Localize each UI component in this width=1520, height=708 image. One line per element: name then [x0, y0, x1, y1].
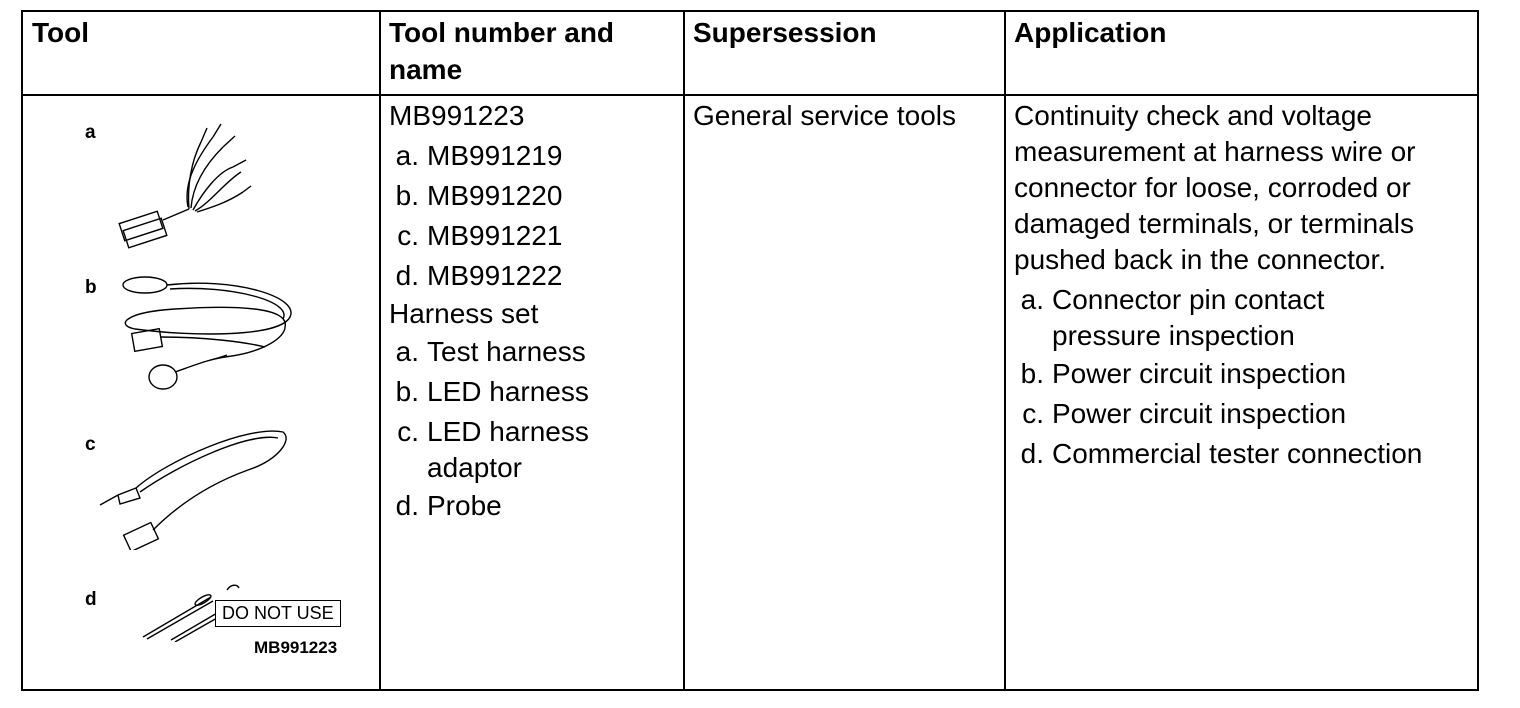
- sub-number-row: [389, 256, 674, 296]
- list-marker: a.: [395, 140, 419, 171]
- sub-name-text: Test harness: [427, 336, 586, 367]
- sub-name-text: LED harness: [427, 376, 589, 407]
- list-marker: b.: [1020, 358, 1044, 389]
- application-item: [1014, 434, 1469, 474]
- list-marker: c.: [1022, 398, 1044, 429]
- application-item-text: Power circuit inspection: [1052, 358, 1347, 389]
- led-harness-adaptor-illustration: [98, 420, 298, 550]
- application-list: [1014, 280, 1469, 474]
- supersession-cell: General service tools: [693, 100, 957, 131]
- led-harness-illustration: [115, 267, 305, 397]
- application-item-text: Power circuit inspection: [1052, 398, 1347, 429]
- column-divider: [683, 12, 685, 689]
- special-tools-table: [21, 10, 1479, 691]
- tool-number-cell: [389, 96, 674, 526]
- sub-number-row: [389, 216, 674, 256]
- application-item-text: Connector pin contact pressure inspection: [1052, 284, 1325, 351]
- sub-number-text: MB991221: [427, 220, 563, 251]
- sub-name-text: LED harness adaptor: [427, 416, 589, 483]
- header-tool-number: Tool number and name: [389, 17, 615, 85]
- list-marker: a.: [1020, 284, 1044, 315]
- sub-number-text: MB991220: [427, 180, 563, 211]
- list-marker: d.: [395, 260, 419, 291]
- column-divider: [379, 12, 381, 689]
- sub-name-row: [389, 372, 674, 412]
- sub-name-row: [389, 412, 674, 486]
- do-not-use-sticker: DO NOT USE: [215, 600, 341, 627]
- sub-number-row: [389, 136, 674, 176]
- list-marker: d.: [395, 490, 419, 521]
- application-item: [1014, 394, 1469, 434]
- list-marker: a.: [395, 336, 419, 367]
- list-marker: b.: [395, 180, 419, 211]
- harness-set-name: Harness set: [389, 298, 539, 329]
- sub-name-text: Probe: [427, 490, 502, 521]
- test-harness-illustration: [103, 112, 253, 252]
- application-item: [1014, 354, 1469, 394]
- application-cell: [1014, 96, 1469, 474]
- header-application: Application: [1014, 17, 1167, 48]
- sub-number-text: MB991219: [427, 140, 563, 171]
- sub-name-row: [389, 332, 674, 372]
- application-intro: Continuity check and voltage measurement at harness wire or connector for loose, corroded or damaged terminals, or terminals pushed back in the connector.: [1014, 100, 1416, 275]
- illustration-letter-b: b: [85, 277, 97, 298]
- column-divider: [1004, 12, 1006, 689]
- list-marker: b.: [395, 376, 419, 407]
- list-marker: c.: [397, 416, 419, 447]
- application-item: [1014, 280, 1469, 354]
- sub-name-row: [389, 486, 674, 526]
- sub-number-text: MB991222: [427, 260, 563, 291]
- list-marker: c.: [397, 220, 419, 251]
- list-marker: d.: [1020, 438, 1044, 469]
- illustration-letter-a: a: [85, 122, 96, 143]
- figure-label: MB991223: [254, 638, 338, 657]
- application-item-text: Commercial tester connection: [1052, 438, 1423, 469]
- header-supersession: Supersession: [693, 17, 877, 48]
- header-tool: Tool: [32, 17, 90, 48]
- tool-number-main: MB991223: [389, 100, 525, 131]
- illustration-letter-d: d: [85, 589, 97, 610]
- sub-number-row: [389, 176, 674, 216]
- illustration-letter-c: c: [85, 434, 96, 455]
